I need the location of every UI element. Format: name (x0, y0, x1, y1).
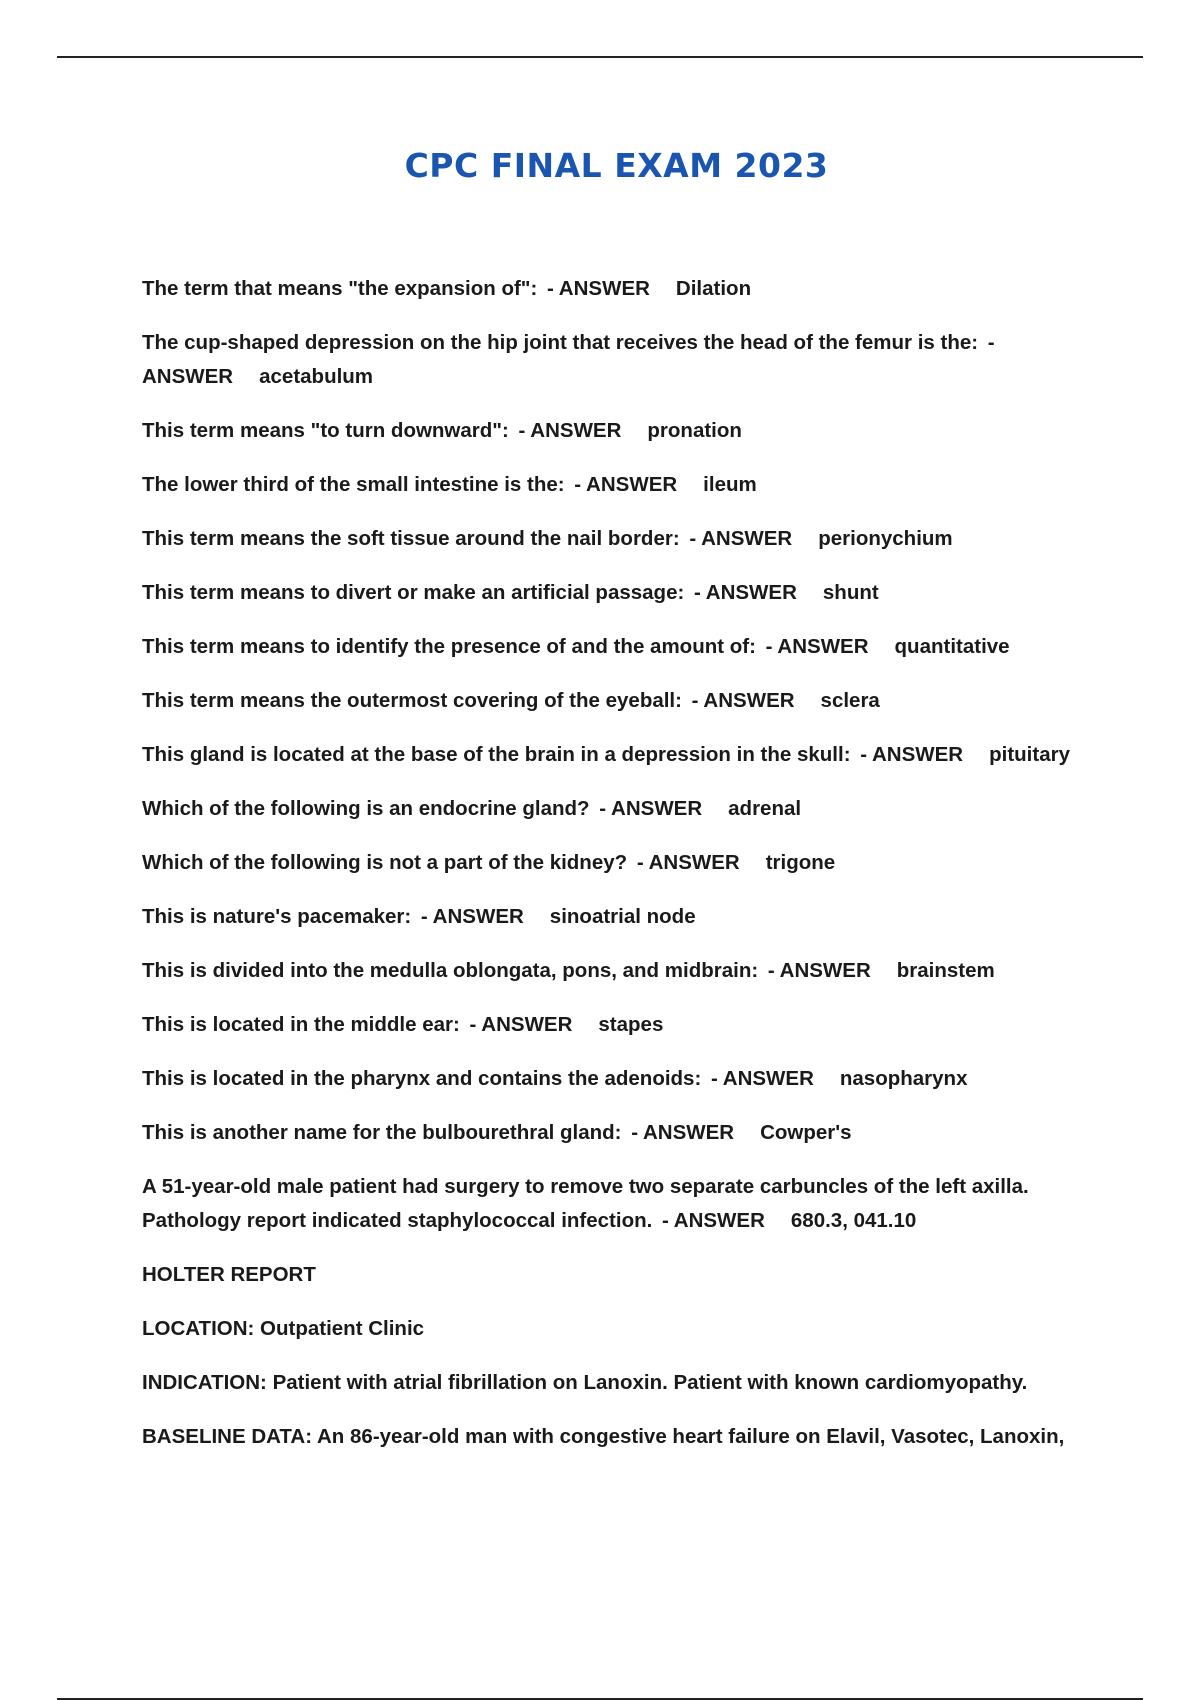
answer-label: - ANSWER (599, 797, 703, 820)
answer-label: - ANSWER (694, 581, 797, 604)
answer-text: brainstem (896, 959, 995, 982)
answer-text: 680.3, 041.10 (790, 1209, 917, 1232)
answer-text: shunt (822, 581, 879, 604)
question-text: Which of the following is not a part of the kidney? (142, 851, 628, 874)
answer-text: perionychium (818, 527, 953, 550)
holter-baseline: BASELINE DATA: An 86-year-old man with congestive heart failure on Elavil, Vasotec, Lanoxin, (142, 1425, 1065, 1448)
question-text: This term means "to turn downward": (142, 419, 509, 442)
qa-item (142, 414, 1102, 448)
question-text: This term means the outermost covering of the eyeball: (142, 689, 682, 712)
answer-label: - ANSWER (691, 689, 795, 712)
question-text: This is nature's pacemaker: (142, 905, 412, 928)
question-text: This gland is located at the base of the brain in a depression in the skull: (142, 743, 851, 766)
answer-text: adrenal (728, 797, 802, 820)
answer-text: pronation (647, 419, 742, 442)
question-text: A 51-year-old male patient had surgery to remove two separate carbuncles of the left axilla. Pathology report indicated staphylococcal infection. (142, 1175, 1029, 1232)
holter-indication: INDICATION: Patient with atrial fibrillation on Lanoxin. Patient with known cardiomyopathy. (142, 1371, 1028, 1394)
answer-label: - ANSWER (765, 635, 869, 658)
holter-heading: HOLTER REPORT (142, 1263, 316, 1286)
qa-item (142, 738, 1102, 772)
qa-item (142, 630, 1102, 664)
question-text: This term means to divert or make an artificial passage: (142, 581, 685, 604)
qa-list (142, 272, 1102, 1474)
answer-label: - ANSWER (860, 743, 964, 766)
qa-item (142, 684, 1102, 718)
answer-label: - ANSWER (469, 1013, 573, 1036)
answer-label: - ANSWER (711, 1067, 814, 1090)
qa-item (142, 576, 1102, 610)
answer-label: - ANSWER (636, 851, 740, 874)
answer-label: - ANSWER (574, 473, 678, 496)
answer-label: - ANSWER (767, 959, 871, 982)
qa-item (142, 954, 1102, 988)
answer-label: - ANSWER (142, 331, 995, 388)
answer-text: sinoatrial node (549, 905, 696, 928)
qa-item (142, 1062, 1102, 1096)
answer-label: - ANSWER (518, 419, 622, 442)
qa-item (142, 792, 1102, 826)
answer-text: sclera (820, 689, 880, 712)
qa-item (142, 900, 1102, 934)
qa-item (142, 1008, 1102, 1042)
question-text: Which of the following is an endocrine gland? (142, 797, 590, 820)
answer-label: - ANSWER (689, 527, 793, 550)
answer-text: Dilation (675, 277, 752, 300)
answer-text: acetabulum (259, 365, 374, 388)
answer-text: nasopharynx (839, 1067, 968, 1090)
answer-label: - ANSWER (420, 905, 524, 928)
question-text: The term that means "the expansion of": (142, 277, 538, 300)
top-rule (57, 56, 1143, 58)
qa-item (142, 468, 1102, 502)
qa-item (142, 1116, 1102, 1150)
answer-text: Cowper's (760, 1121, 852, 1144)
answer-label: - ANSWER (631, 1121, 735, 1144)
question-text: This is located in the pharynx and contains the adenoids: (142, 1067, 702, 1090)
answer-text: stapes (598, 1013, 664, 1036)
question-text: This is another name for the bulbourethral gland: (142, 1121, 622, 1144)
qa-item (142, 326, 1102, 394)
page-title: CPC FINAL EXAM 2023 (404, 146, 829, 185)
answer-label: - ANSWER (662, 1209, 765, 1232)
question-text: This is divided into the medulla oblongata, pons, and midbrain: (142, 959, 759, 982)
qa-item (142, 272, 1102, 306)
question-text: The cup-shaped depression on the hip joint that receives the head of the femur is the: (142, 331, 979, 354)
answer-label: - ANSWER (547, 277, 650, 300)
answer-text: pituitary (989, 743, 1070, 766)
answer-text: quantitative (894, 635, 1010, 658)
holter-location: LOCATION: Outpatient Clinic (142, 1317, 425, 1340)
question-text: This term means the soft tissue around the nail border: (142, 527, 680, 550)
qa-item (142, 1170, 1102, 1238)
question-text: This is located in the middle ear: (142, 1013, 460, 1036)
answer-text: ileum (703, 473, 757, 496)
answer-text: trigone (765, 851, 836, 874)
qa-item (142, 846, 1102, 880)
question-text: The lower third of the small intestine is the: (142, 473, 565, 496)
question-text: This term means to identify the presence of and the amount of: (142, 635, 756, 658)
qa-item (142, 522, 1102, 556)
